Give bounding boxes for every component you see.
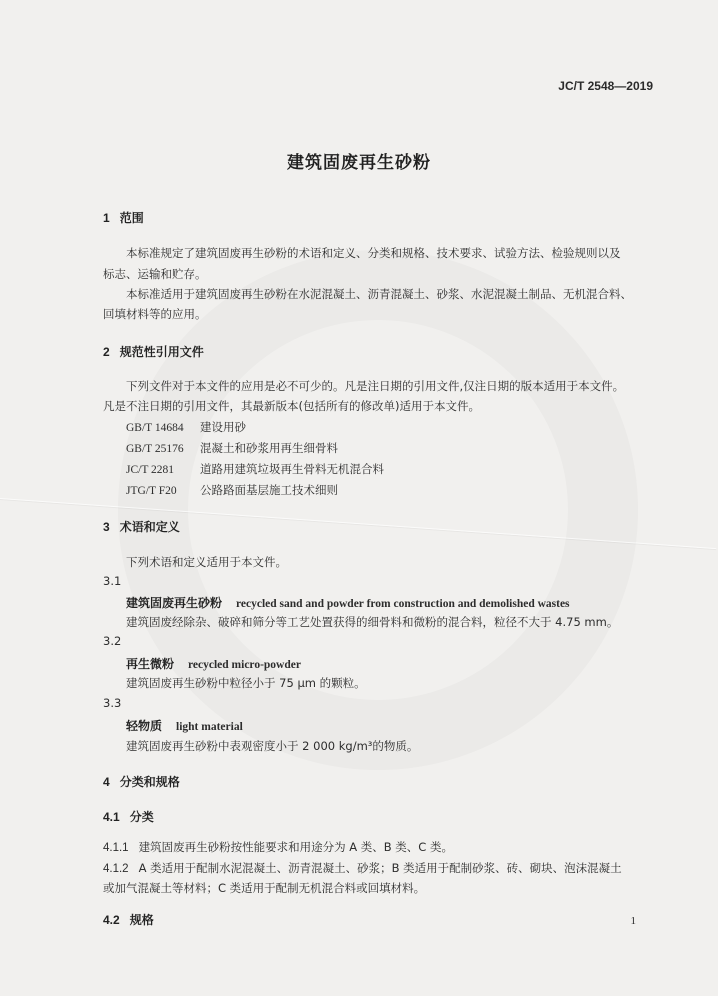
section-3-heading: [103, 518, 180, 535]
subsection-4-2-heading: [103, 911, 154, 928]
term-definition: 建筑固废经除杂、破碎和筛分等工艺处置获得的细骨料和微粉的混合料，粒径不大于 4.75 mm。: [126, 615, 619, 629]
paragraph-line: 回填材料等的应用。: [103, 307, 207, 321]
section-title: 分类和规格: [119, 775, 180, 789]
watermark-ring: [118, 250, 638, 770]
page-number: 1: [630, 915, 636, 927]
section-title: 术语和定义: [119, 520, 180, 534]
section-number: 2: [103, 345, 110, 359]
reference-item: [126, 419, 246, 435]
reference-name: 建设用砂: [200, 420, 246, 434]
reference-code: GB/T 25176: [126, 443, 184, 455]
section-4-heading: [103, 773, 180, 790]
paragraph-line: 或加气混凝土等材料；C 类适用于配制无机混合料或回填材料。: [103, 881, 426, 895]
subsection-title: 分类: [129, 810, 154, 824]
reference-code: GB/T 14684: [126, 422, 184, 434]
term-number: 3.1: [103, 574, 122, 588]
paragraph-line: 本标准规定了建筑固废再生砂粉的术语和定义、分类和规格、技术要求、试验方法、检验规则以及: [126, 246, 621, 260]
subsection-number: 4.2: [103, 913, 120, 927]
section-number: 3: [103, 520, 110, 534]
reference-item: [126, 440, 338, 456]
term-en: recycled micro-powder: [188, 659, 301, 671]
term-en: recycled sand and powder from construction and demolished wastes: [236, 598, 570, 610]
reference-code: JC/T 2281: [126, 464, 175, 476]
reference-name: 道路用建筑垃圾再生骨料无机混合料: [200, 462, 384, 476]
document-title: 建筑固废再生砂粉: [287, 153, 431, 173]
paragraph-line: 下列文件对于本文件的应用是必不可少的。凡是注日期的引用文件,仅注日期的版本适用于本文件。: [126, 379, 625, 393]
clause-text: 建筑固废再生砂粉按性能要求和用途分为 A 类、B 类、C 类。: [138, 840, 453, 854]
paragraph-line: 下列术语和定义适用于本文件。: [126, 555, 287, 569]
clause-4-1-1: [103, 839, 453, 855]
paragraph-line: 凡是不注日期的引用文件，其最新版本(包括所有的修改单)适用于本文件。: [103, 399, 480, 413]
term-number: 3.3: [103, 696, 122, 710]
section-1-heading: [103, 209, 144, 226]
section-number: 4: [103, 775, 110, 789]
term-number: 3.2: [103, 634, 122, 648]
section-2-heading: [103, 343, 204, 360]
standard-code: JC/T 2548—2019: [558, 79, 653, 93]
term-cn: 轻物质: [126, 719, 163, 733]
term-heading: [126, 594, 570, 611]
section-number: 1: [103, 211, 110, 225]
subsection-number: 4.1: [103, 810, 120, 824]
term-heading: [126, 717, 243, 734]
paragraph-line: 标志、运输和贮存。: [103, 267, 207, 281]
subsection-title: 规格: [129, 913, 154, 927]
term-cn: 再生微粉: [126, 657, 175, 671]
term-definition: 建筑固废再生砂粉中表观密度小于 2 000 kg/m³的物质。: [126, 739, 419, 753]
subsection-4-1-heading: [103, 808, 154, 825]
section-title: 范围: [119, 211, 144, 225]
term-definition: 建筑固废再生砂粉中粒径小于 75 μm 的颗粒。: [126, 676, 366, 690]
clause-4-1-2: [103, 860, 622, 876]
clause-text: A 类适用于配制水泥混凝土、沥青混凝土、砂浆；B 类适用于配制砂浆、砖、砌块、泡沫混凝土: [138, 861, 622, 875]
paragraph-line: 本标准适用于建筑固废再生砂粉在水泥混凝土、沥青混凝土、砂浆、水泥混凝土制品、无机混合料、: [126, 287, 632, 301]
term-en: light material: [176, 721, 243, 733]
clause-number: 4.1.1: [103, 842, 129, 854]
reference-code: JTG/T F20: [126, 485, 177, 497]
term-heading: [126, 655, 301, 672]
clause-number: 4.1.2: [103, 863, 129, 875]
reference-item: [126, 482, 338, 498]
reference-name: 公路路面基层施工技术细则: [200, 483, 338, 497]
section-title: 规范性引用文件: [119, 345, 204, 359]
reference-name: 混凝土和砂浆用再生细骨料: [200, 441, 338, 455]
reference-item: [126, 461, 384, 477]
term-cn: 建筑固废再生砂粉: [126, 596, 223, 610]
